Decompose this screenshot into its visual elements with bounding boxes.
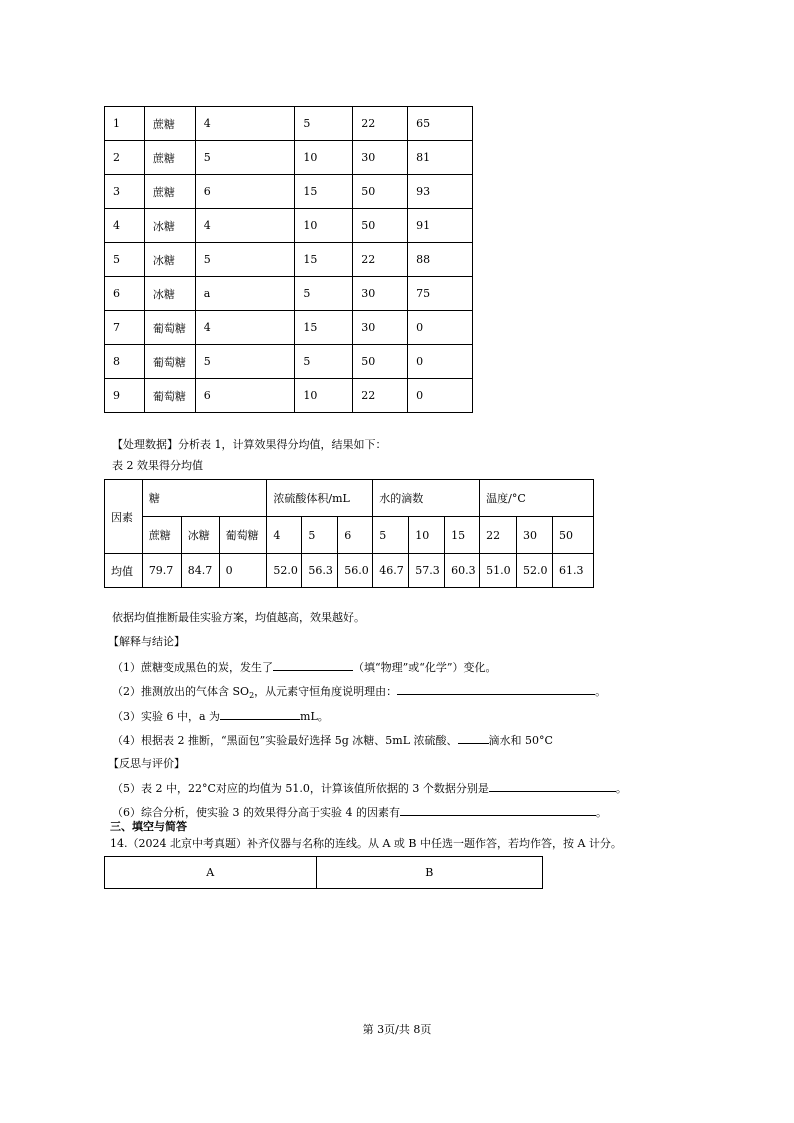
table-cell: 50 — [353, 209, 408, 243]
question-3: （3）实验 6 中，a 为 mL。 — [112, 707, 329, 724]
table-cell: 蔗糖 — [144, 107, 195, 141]
group-sugar: 糖 — [142, 480, 267, 517]
mean-value-cell: 52.0 — [267, 554, 302, 588]
question-5: （5）表 2 中，22°C对应的均值为 51.0，计算该值所依据的 3 个数据分别是 。 — [112, 779, 627, 796]
mean-value-cell: 79.7 — [142, 554, 181, 588]
table-cell: 5 — [295, 345, 353, 379]
table-cell: 30 — [353, 311, 408, 345]
table-cell: 5 — [195, 345, 295, 379]
table-cell: 30 — [353, 277, 408, 311]
table-row — [105, 379, 473, 413]
factor-label: 因素 — [105, 480, 143, 554]
section-3-heading: 三、填空与简答 — [110, 820, 187, 833]
table-cell: 15 — [295, 311, 353, 345]
mean-value-cell: 52.0 — [517, 554, 553, 588]
table-row — [105, 277, 473, 311]
subheader-cell: 蔗糖 — [142, 517, 181, 554]
table-cell: 22 — [353, 107, 408, 141]
mean-value-cell: 56.0 — [338, 554, 373, 588]
table-cell: 81 — [408, 141, 473, 175]
choice-table — [104, 856, 543, 889]
answer-blank-1[interactable] — [273, 658, 353, 671]
experiment-table — [104, 106, 473, 413]
table-row — [105, 311, 473, 345]
mean-score-table — [104, 479, 594, 588]
option-a-header: A — [105, 857, 317, 889]
table-row — [105, 107, 473, 141]
question-6: （6）综合分析，使实验 3 的效果得分高于实验 4 的因素有 。 — [112, 803, 607, 820]
subheader-cell: 15 — [445, 517, 480, 554]
group-acid-volume: 浓硫酸体积/mL — [267, 480, 373, 517]
group-temperature: 温度/°C — [480, 480, 594, 517]
table-cell: 6 — [195, 175, 295, 209]
subheader-cell: 4 — [267, 517, 302, 554]
section-reflect: 【反思与评价】 — [108, 757, 185, 770]
section-explain: 【解释与结论】 — [108, 635, 185, 648]
page-footer: 第 3页/共 8页 — [362, 1023, 432, 1036]
table-cell: 10 — [295, 209, 353, 243]
table-cell: 8 — [105, 345, 145, 379]
subheader-cell: 葡萄糖 — [219, 517, 267, 554]
table-cell: 5 — [295, 107, 353, 141]
mean-label: 均值 — [105, 554, 143, 588]
table-cell: 88 — [408, 243, 473, 277]
answer-blank-3[interactable] — [220, 707, 300, 720]
table2-title: 表 2 效果得分均值 — [112, 459, 203, 472]
subheader-cell: 5 — [373, 517, 409, 554]
table-cell: 75 — [408, 277, 473, 311]
mean-value-cell: 60.3 — [445, 554, 480, 588]
table-cell: 5 — [105, 243, 145, 277]
table-cell: 30 — [353, 141, 408, 175]
table-cell: 0 — [408, 311, 473, 345]
table-cell: 葡萄糖 — [144, 311, 195, 345]
mean-value-cell: 51.0 — [480, 554, 517, 588]
table-cell: 22 — [353, 243, 408, 277]
mean-value-cell: 56.3 — [302, 554, 338, 588]
table-cell: 葡萄糖 — [144, 379, 195, 413]
answer-blank-2[interactable] — [397, 682, 595, 695]
process-data-text: 【处理数据】分析表 1，计算效果得分均值，结果如下： — [112, 438, 387, 451]
table-cell: 蔗糖 — [144, 141, 195, 175]
table-cell: 50 — [353, 345, 408, 379]
table-cell: 15 — [295, 243, 353, 277]
table-cell: a — [195, 277, 295, 311]
table-cell: 65 — [408, 107, 473, 141]
mean-value-cell: 0 — [219, 554, 267, 588]
table-cell: 7 — [105, 311, 145, 345]
table-cell: 6 — [195, 379, 295, 413]
group-water-drops: 水的滴数 — [373, 480, 480, 517]
table-cell: 4 — [195, 209, 295, 243]
answer-blank-5[interactable] — [489, 779, 616, 792]
table-cell: 10 — [295, 141, 353, 175]
subheader-cell: 50 — [553, 517, 594, 554]
table-cell: 50 — [353, 175, 408, 209]
answer-blank-6[interactable] — [400, 803, 596, 816]
table-cell: 4 — [195, 107, 295, 141]
table-cell: 5 — [195, 141, 295, 175]
table-cell: 93 — [408, 175, 473, 209]
table-cell: 1 — [105, 107, 145, 141]
table-cell: 0 — [408, 345, 473, 379]
table-cell: 0 — [408, 379, 473, 413]
subheader-cell: 22 — [480, 517, 517, 554]
question-4: （4）根据表 2 推断，“黑面包”实验最好选择 5g 冰糖、5mL 浓硫酸、 滴水和 50°C — [112, 731, 553, 748]
table-row — [105, 141, 473, 175]
conclusion-intro: 依据均值推断最佳实验方案，均值越高，效果越好。 — [112, 611, 365, 624]
question-14: 14.（2024 北京中考真题）补齐仪器与名称的连线。从 A 或 B 中任选一题作答，若均作答，按 A 计分。 — [110, 837, 622, 850]
subheader-cell: 6 — [338, 517, 373, 554]
mean-value-cell: 84.7 — [181, 554, 219, 588]
subheader-cell: 10 — [409, 517, 445, 554]
table-cell: 9 — [105, 379, 145, 413]
table-cell: 10 — [295, 379, 353, 413]
table-cell: 5 — [295, 277, 353, 311]
table-cell: 2 — [105, 141, 145, 175]
table-row — [105, 175, 473, 209]
option-b-header: B — [316, 857, 542, 889]
table-cell: 4 — [195, 311, 295, 345]
table-cell: 蔗糖 — [144, 175, 195, 209]
table-cell: 冰糖 — [144, 209, 195, 243]
table-row — [105, 243, 473, 277]
answer-blank-4[interactable] — [458, 731, 489, 744]
question-1: （1）蔗糖变成黑色的炭，发生了 （填“物理”或“化学”）变化。 — [112, 658, 497, 675]
table-row — [105, 209, 473, 243]
subheader-cell: 30 — [517, 517, 553, 554]
question-2: （2）推测放出的气体含 $SO_2$，从元素守恒角度说明理由： 。 — [112, 682, 606, 700]
subheader-cell: 冰糖 — [181, 517, 219, 554]
mean-value-cell: 46.7 — [373, 554, 409, 588]
table-cell: 5 — [195, 243, 295, 277]
table-cell: 91 — [408, 209, 473, 243]
table-cell: 冰糖 — [144, 277, 195, 311]
table-cell: 22 — [353, 379, 408, 413]
table-cell: 15 — [295, 175, 353, 209]
table-cell: 4 — [105, 209, 145, 243]
mean-value-cell: 57.3 — [409, 554, 445, 588]
table-cell: 3 — [105, 175, 145, 209]
subheader-cell: 5 — [302, 517, 338, 554]
table-cell: 6 — [105, 277, 145, 311]
table-cell: 冰糖 — [144, 243, 195, 277]
table-cell: 葡萄糖 — [144, 345, 195, 379]
mean-value-cell: 61.3 — [553, 554, 594, 588]
table-row — [105, 345, 473, 379]
